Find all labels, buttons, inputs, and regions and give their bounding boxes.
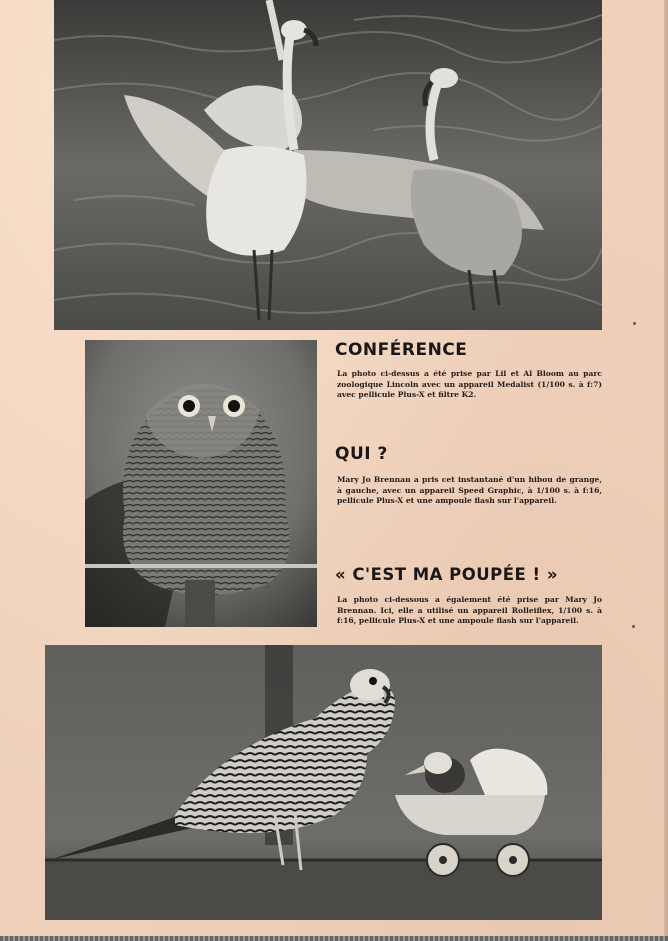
owl-photo [85, 340, 317, 627]
caption-conference: La photo ci-dessus a été prise par Lil et Al Bloom au parc zoologique Lincoln avec un appareil Medalist (1/100 s. à f:7) avec pellicule Plus-X et filtre K2. [337, 369, 602, 400]
caption-cest-ma-poupee: La photo ci-dessous a également été prise par Mary Jo Brennan. Ici, elle a utilisé un appareil Rolleiflex, 1/100 s. à f:16, pellicule Plus-X et une ampoule flash sur l'appareil. [337, 595, 602, 626]
paper-speck [632, 625, 635, 628]
scan-edge [0, 936, 668, 941]
heading-cest-ma-poupee: « C'EST MA POUPÉE ! » [335, 565, 558, 584]
caption-qui: Mary Jo Brennan a pris cet instantané d'un hibou de grange, à gauche, avec un appareil Speed Graphic, à 1/100 s. à f:16, pellicule Plus-X et une ampoule flash sur l'appareil. [337, 475, 602, 506]
heading-conference: CONFÉRENCE [335, 340, 468, 360]
paper-speck [633, 322, 636, 325]
page-edge [664, 0, 668, 941]
flamingos-photo [54, 0, 602, 330]
parakeet-photo [45, 645, 602, 920]
heading-qui: QUI ? [335, 444, 388, 464]
